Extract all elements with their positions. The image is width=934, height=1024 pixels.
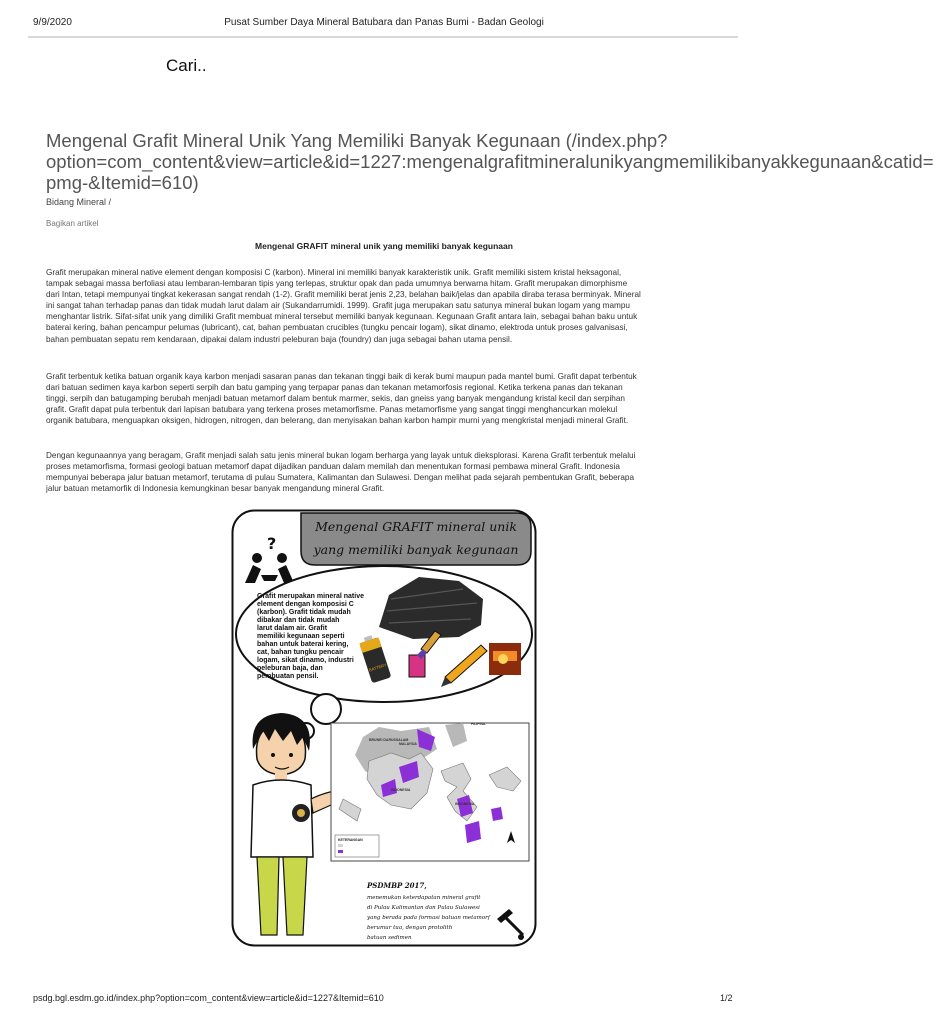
- bubble-line: larut dalam air. Grafit: [257, 625, 328, 632]
- bubble-line: peleburan baja, dan: [257, 665, 323, 672]
- print-page-title: Pusat Sumber Daya Mineral Batubara dan Panas Bumi - Badan Geologi: [224, 17, 544, 28]
- category-link[interactable]: Bidang Mineral /: [46, 197, 112, 207]
- indonesia-graphite-map: [331, 722, 529, 861]
- map-label-brunei: BRUNEI DARUSSALAM: [369, 738, 409, 742]
- article-title-line-1: Mengenal Grafit Mineral Unik Yang Memiliki Banyak Kegunaan (/index.php?: [46, 130, 668, 151]
- battery-label: BATTERY: [368, 662, 388, 673]
- header-divider: [28, 36, 738, 38]
- note-line: PSDMBP 2017,: [367, 881, 427, 890]
- note-line: berumur tua, dengan protolith: [367, 925, 453, 931]
- bubble-line: logam, sikat dinamo, industri: [257, 657, 354, 664]
- paragraph-line: dari batuan sedimen kaya karbon seperti serpih dan batu gamping yang terpapar panas dan tekanan metamorfosis regional. Ketika terkena panas dan tekanan: [46, 383, 623, 393]
- paragraph-line: tinggi, serpih dan batugamping berubah menjadi batuan metamorf dalam bentuk marmer, sekis, dan gneiss yang banyak mengandung kristal kecil dan serpihan: [46, 394, 625, 404]
- share-article-link[interactable]: Bagikan artikel: [46, 219, 99, 228]
- legend-title: KETERANGAN: [338, 838, 363, 842]
- bubble-line: bahan untuk baterai kering,: [257, 641, 349, 648]
- molten-steel-icon: [489, 643, 521, 675]
- map-label-filipina: FILIPINA: [471, 722, 486, 726]
- footer-page-number: 1/2: [720, 993, 733, 1003]
- paragraph-line: tampak sebagai massa berfoliasi atau lembaran-lembaran tipis yang terlepas, struktur opak dan pada umumnya berwarna hitam. Grafit merupakan dimorphisme: [46, 279, 628, 289]
- search-link[interactable]: Cari..: [166, 56, 207, 75]
- paragraph-line: organik batubara, menguapkan oksigen, hidrogen, nitrogen, dan belerang, dan menyisakan bahan karbon hampir murni yang mengkristal menjadi mineral Grafit.: [46, 416, 629, 426]
- paragraph-line: jalur batuan metamorfik di Indonesia kemungkinan besar banyak mengandung mineral Grafit.: [46, 484, 385, 494]
- svg-text:?: ?: [267, 534, 277, 553]
- paragraph-3: [46, 450, 736, 494]
- bubble-line: dibakar dan tidak mudah: [257, 617, 340, 624]
- paragraph-1: [46, 267, 736, 345]
- paragraph-line: menghantar listrik. Sifat-sifat unik yang dimiliki Grafit membuat mineral tersebut memiliki banyak kegunaan. Kegunaan Grafit antara lain, sebagai bahan baku untuk: [46, 312, 638, 322]
- paragraph-line: proses metamorfisma, formasi geologi batuan metamorf dapat dijadikan panduan dalam memilah dan menentukan formasi pembawa mineral Grafit. Indonesia: [46, 462, 620, 472]
- article-heading: Mengenal GRAFIT mineral unik yang memiliki banyak kegunaan: [255, 241, 513, 251]
- bubble-line: (karbon). Grafit tidak mudah: [257, 609, 351, 616]
- paragraph-line: mempunyai beberapa jalur batuan metamorf, terutama di pulau Sumatera, Kalimantan dan Sulawesi. Dengan melihat pada sejarah pembentukan Grafit, beberapa: [46, 473, 635, 483]
- bubble-line: element dengan komposisi C: [257, 601, 354, 608]
- footer-url: psdg.bgl.esdm.go.id/index.php?option=com_content&view=article&id=1227&Itemid=610: [33, 993, 384, 1003]
- paragraph-line: grafit. Grafit dapat pula terbentuk dari lapisan batubara yang terkena proses metamorfisme. Panas metamorfisme yang sangat tinggi menghancurkan molekul: [46, 405, 618, 415]
- note-line: menemukan keterdapatan mineral grafit: [367, 895, 481, 901]
- paragraph-line: dari Intan, tetapi mempunyai tingkat kekerasan sangat rendah (1-2). Grafit memiliki berat jenis 2,23, belahan baik/jelas dan apabila diraba terasa berminyak. Mineral: [46, 290, 641, 300]
- note-line: yang berada pada formasi batuan metamorf: [367, 915, 490, 921]
- map-label-indonesia: INDONESIA: [391, 788, 411, 792]
- banner-line-1: Mengenal GRAFIT mineral unik: [315, 519, 517, 534]
- grafit-infographic: [231, 509, 537, 947]
- banner-line-2: yang memiliki banyak kegunaan: [313, 542, 519, 557]
- paragraph-line: baterai kering, bahan pencampur pelumas (lubricant), cat, bahan pembuatan crucibles (tungku pencair logam), sikat dinamo, elektroda untuk proses galvanisasi,: [46, 323, 628, 333]
- paragraph-line: bahan pembuatan sepatu rem kendaraan, dipakai dalam industri peleburan baja (foundry) dan juga sebagai bahan utama pensil.: [46, 334, 513, 344]
- article-title-line-2: option=com_content&view=article&id=1227:mengenalgrafitmineralunikyangmemilikibanyakkegunaan&catid=: [46, 151, 934, 172]
- map-label-malaysia: MALAYSIA: [399, 742, 417, 746]
- paragraph-line: ini sangat tahan terhadap panas dan tidak mudah larut dalam air (Sukandarrumidi. 1999). Grafit juga merupakan satu satunya mineral bukan logam yang mampu: [46, 301, 630, 311]
- paragraph-line: Grafit merupakan mineral native element dengan komposisi C (karbon). Mineral ini memiliki banyak karakteristik unik. Grafit memiliki sistem kristal heksagonal,: [46, 268, 622, 277]
- paragraph-line: Grafit terbentuk ketika batuan organik kaya karbon menjadi sasaran panas dan tekanan tinggi baik di kerak bumi maupun pada mantel bumi. Grafit dapat terbentuk: [46, 372, 637, 381]
- bubble-line: cat, bahan tungku pencair: [257, 649, 344, 656]
- print-date: 9/9/2020: [33, 17, 72, 28]
- article-title-line-3: pmg-&Itemid=610): [46, 172, 199, 193]
- map-legend: [335, 835, 379, 857]
- paragraph-2: [46, 371, 736, 426]
- map-label-indonesia: INDONESIA: [455, 802, 475, 806]
- bubble-line: Grafit merupakan mineral native: [257, 593, 364, 600]
- paragraph-line: Dengan kegunaannya yang beragam, Grafit menjadi salah satu jenis mineral bukan logam berharga yang layak untuk dieksplorasi. Karena Grafit terbentuk melalui: [46, 451, 636, 460]
- bubble-line: pembuatan pensil.: [257, 673, 319, 680]
- bubble-line: memiliki kegunaan seperti: [257, 633, 345, 640]
- note-line: batuan sedimen: [367, 935, 412, 941]
- infographic-banner: [301, 513, 531, 565]
- article-title[interactable]: [46, 130, 934, 193]
- note-line: di Pulau Kalimantan dan Pulau Sulawesi: [367, 905, 480, 911]
